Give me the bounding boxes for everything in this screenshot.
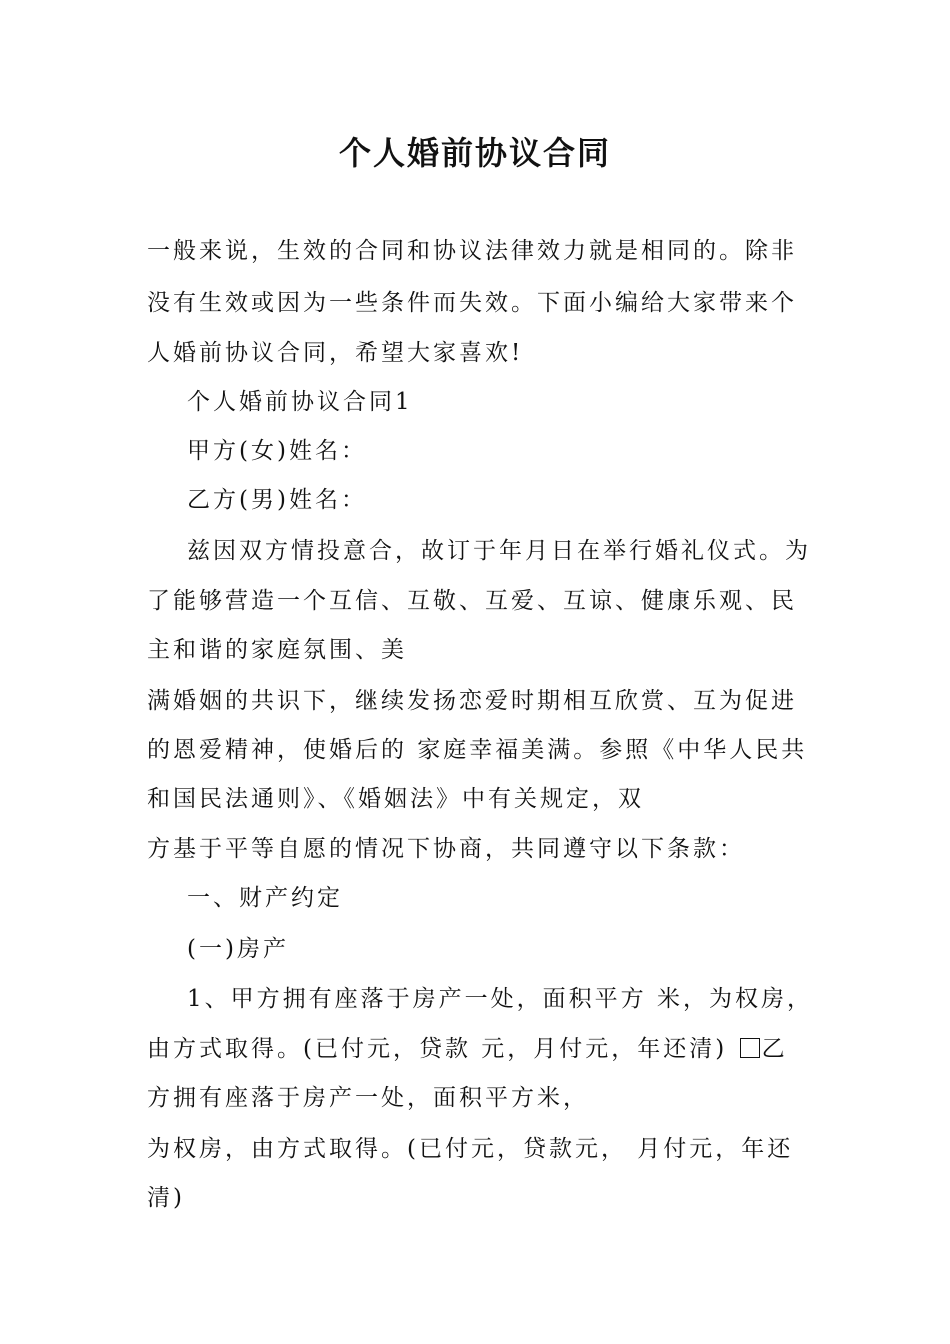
paragraph-line: 了能够营造一个互信、互敬、互爱、互谅、健康乐观、民 bbox=[147, 588, 797, 614]
paragraph-line: 人婚前协议合同，希望大家喜欢! bbox=[147, 340, 524, 366]
paragraph-line: 方拥有座落于房产一处，面积平方米， bbox=[147, 1085, 589, 1111]
paragraph-line: 一般来说，生效的合同和协议法律效力就是相同的。除非 bbox=[147, 238, 797, 264]
paragraph-line: 清) bbox=[147, 1185, 185, 1211]
paragraph-line: 方基于平等自愿的情况下协商，共同遵守以下条款： bbox=[147, 836, 745, 862]
paragraph-line: 主和谐的家庭氛围、美 bbox=[147, 637, 407, 663]
paragraph-line: 满婚姻的共识下，继续发扬恋爱时期相互欣赏、互为促进 bbox=[147, 688, 797, 714]
subsection-heading: (一)房产 bbox=[187, 936, 289, 962]
paragraph-line: 的恩爱精神，使婚后的 家庭幸福美满。参照《中华人民共 bbox=[147, 737, 808, 763]
checkbox-square-icon bbox=[740, 1038, 760, 1058]
paragraph-line: 没有生效或因为一些条件而失效。下面小编给大家带来个 bbox=[147, 290, 797, 316]
section-heading: 个人婚前协议合同1 bbox=[187, 389, 413, 415]
party-a-name: 甲方(女)姓名： bbox=[187, 438, 367, 464]
paragraph-line: 兹因双方情投意合，故订于年月日在举行婚礼仪式。为 bbox=[187, 538, 811, 564]
party-b-name: 乙方(男)姓名： bbox=[187, 487, 367, 513]
paragraph-line: 和国民法通则》、《婚姻法》中有关规定，双 bbox=[147, 786, 644, 812]
paragraph-text: 乙 bbox=[761, 1036, 788, 1062]
section-heading: 一、财产约定 bbox=[187, 885, 343, 911]
paragraph-line: 1、甲方拥有座落于房产一处，面积平方 米，为权房， bbox=[187, 986, 813, 1012]
paragraph-line: 为权房，由方式取得。(已付元，贷款元， 月付元，年还 bbox=[147, 1136, 794, 1162]
document-title: 个人婚前协议合同 bbox=[338, 134, 611, 172]
paragraph-text: 由方式取得。(已付元，贷款 元，月付元，年还清) bbox=[147, 1036, 728, 1062]
paragraph-line bbox=[147, 1034, 817, 1064]
